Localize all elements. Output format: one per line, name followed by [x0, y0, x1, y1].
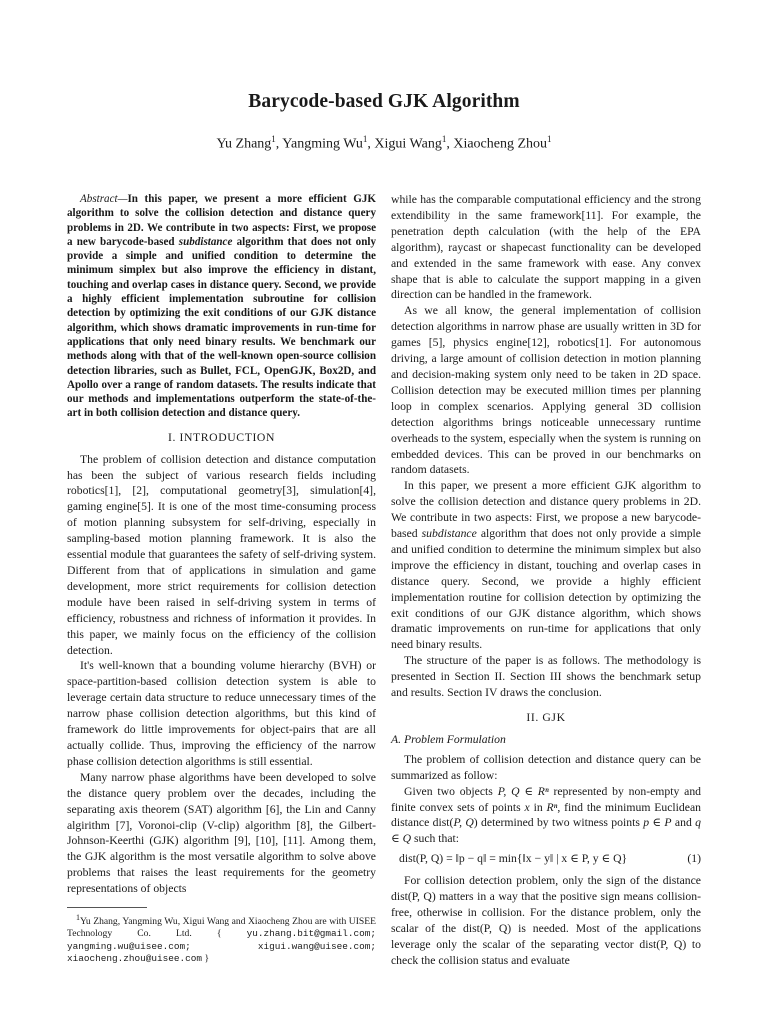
author-name: Yu Zhang [216, 136, 272, 152]
abstract: Abstract—In this paper, we present a more efficient GJK algorithm to solve the collision detection and distance query problems in 2D. We contribute in two aspects: First, we propose a new barycode-based subdistance algorithm that does not only provide a simple and unified condition to determine the minimum simplex but also improve the efficiency in distant, touching and overlap cases in distance query. Second, we provide a highly efficient implementation subroutine for collision detection by optimizing the exit conditions of our GJK distance algorithm, which shows dramatic improvements in run-time for applications that only need binary results. We benchmark our methods along with that of the well-known open-source collision detection libraries, such as Bullet, FCL, OpenGJK, Box2D, and Apollo over a range of random datasets. The results indicate that our methods and implementations outperform the state-of-the-art in both collision detection and distance query. [67, 193, 376, 420]
affiliation-mark: 1 [271, 134, 276, 144]
footnote-text: Yu Zhang, Yangming Wu, Xigui Wang and Xiaocheng Zhou are with UISEE Technology Co. Ltd. { [67, 916, 376, 940]
abstract-text: In this paper, we present a more efficient GJK algorithm to solve the collision detection and distance query problems in 2D. We contribute in two aspects: First, we propose a new barycode-based [67, 193, 376, 248]
affiliation-mark: 1 [362, 134, 368, 144]
paragraph: It's well-known that a bounding volume hierarchy (BVH) or space-partition-based collision detection system is able to leverage certain data structure to reduce unnecessary times of the narrow phase collision detection algorithms, but this kind of framework do little improvements for object-pairs that are all actually collide. Thus, improving the efficiency of the narrow phase collision detection algorithms is still essential. [67, 659, 376, 768]
paragraph-text-rest: algorithm that does not only provide a simple and unified condition to determine the minimum simplex but also improve the efficiency in distant, touching and overlap cases in distance query. Second, we provide a highly efficient implementation routine for collision detection by optimizing the exit conditions of our GJK distance algorithm, which shows dramatic improvements on run-time for applications that only need binary results. [391, 527, 701, 652]
author-name: Xigui Wang [374, 136, 442, 152]
email-link[interactable]: yu.zhang.bit@gmail.com; [246, 928, 376, 940]
paragraph: The problem of collision detection and distance computation has been the subject of various research fields including robotics[1], [2], computational geometry[3], simulation[4], gaming engine[5]. It is one of the most time-consuming process of motion planning subsystem for self-driving, especially in sampling-based motion planning framework. It is also the essential module that guarantees the safety of self-driving system. Different from that of applications in simulation and game development, more strict requirements for collision detection module have been raised in self-driving system in terms of efficiency, robustness and richness of information it provides. In this paper, we mainly focus on the efficiency of the collision detection. [67, 452, 376, 657]
math: x [524, 800, 530, 814]
subsection-heading: A. Problem Formulation [391, 732, 506, 746]
footnote [67, 912, 376, 965]
text: in [529, 800, 547, 814]
email-link[interactable]: xiaocheng.zhou@uisee.com [67, 952, 203, 964]
paragraph: For collision detection problem, only the sign of the distance dist(P, Q) matters in a way that the positive sign means collision-free, otherwise in collision. For the distance problem, only the scalar of the dist(P, Q) is needed. Most of the applications leverage only the scalar of the separating vector dist(P, Q) to check the collision status and evaluate [391, 874, 701, 967]
paragraph-text: In this paper, we present a more efficient GJK algorithm to solve the collision detection and distance query problems in 2D. We contribute in two aspects: First, we propose a new barycode-based [391, 479, 701, 541]
text: represented by non-empty and finite convex sets of points [391, 784, 702, 814]
text: Given two objects [404, 784, 498, 798]
footnote-mark: 1 [76, 913, 80, 923]
text: and [671, 816, 696, 830]
text: such that: [411, 832, 460, 846]
math: P, Q [453, 816, 474, 830]
affiliation-mark: 1 [547, 134, 552, 144]
abstract-text-rest: algorithm that does not only provide a simple and unified condition to determine the minimum simplex but also improve the efficiency in distant, touching and overlap cases in distance query. Second, we provide a highly efficient implementation subroutine for collision detection by optimizing the exit conditions of our GJK distance algorithm, which shows dramatic improvements in run-time for applications that only need binary results. We benchmark our methods along with that of the well-known open-source collision detection libraries, such as Bullet, FCL, OpenGJK, Box2D, and Apollo over a range of random datasets. The results indicate that our methods and implementations outperform the state-of-the-art in both collision detection and distance query. [67, 235, 376, 420]
paragraph [391, 478, 701, 653]
email-link[interactable]: xigui.wang@uisee.com; [257, 940, 376, 952]
author-list: Yu Zhang$^1$, Yangming Wu$^1$, Xigui Wang$^1$, Xiaocheng Zhou$^1$ [216, 134, 552, 152]
equation-body: dist(P, Q) = ‖p − q‖ = min{‖x − y‖ | x ∈ P, y ∈ Q} [399, 852, 628, 866]
abstract-italic: subdistance [178, 235, 233, 248]
author-name: Xiaocheng Zhou [453, 136, 548, 152]
italic-term: subdistance [421, 527, 477, 541]
paragraph [391, 784, 701, 848]
paragraph: Many narrow phase algorithms have been developed to solve the distance query problem over the decades, including the separating axis theorem (SAT) algorithm [6], the Lin and Canny algirithm [7], Voronoi-clip (V-clip) algorithm [8], the Gilbert-Johnson-Keerthi (GJK) algorithm [9], [10], [11]. Among them, the GJK algorithm is the most versatile algorithm to solve above problems that raises the least requirements for the geometry representations of objects [67, 770, 376, 896]
text: , find the minimum Euclidean distance dist( [391, 800, 701, 830]
footnote-close: } [204, 952, 210, 964]
paragraph: The problem of collision detection and distance query can be summarized as follow: [391, 752, 701, 782]
math: P, Q ∈ Rⁿ [497, 784, 549, 798]
affiliation-mark: 1 [441, 134, 447, 144]
right-column [391, 192, 701, 969]
email-link[interactable]: yangming.wu@uisee.com; [67, 940, 191, 952]
paragraph: As we all know, the general implementation of collision detection algorithms in narrow phase are usually written in 3D for games [5], physics engine[12], robotics[1]. For autonomous driving, a large amount of collision detection in motion planning and decision-making system only need to be taken in 2D space. Collision detection may be executed million times per planning loop in complex scenarios. Applying general 3D collision detection algorithms brings noticeable unnecessary runtime overheads to the system, especially when the system is running on embedded devices. This can be proved in our benchmarks on random datasets. [391, 304, 701, 477]
math: q ∈ Q [391, 816, 702, 846]
paragraph: The structure of the paper is as follows. The methodology is presented in Section II. Section III shows the benchmark setup and results. Section IV draws the conclusion. [391, 654, 701, 700]
paper-title: Barycode-based GJK Algorithm [248, 91, 520, 112]
left-column [67, 192, 376, 965]
author-name: Yangming Wu [282, 136, 363, 152]
paragraph: while has the comparable computational efficiency and the strong extendibility in the same framework[11]. For example, the penetration depth calculation (with the help of the EPA algorithm), raycast or shapecast functionality can be developed and extended in the same framework with ease. Any convex shape that is able to calculate the support mapping in a given direction can be handled in the framework. [391, 193, 701, 302]
math: p ∈ P [643, 816, 672, 830]
section-heading-gjk: II. GJK [526, 711, 566, 724]
abstract-label: Abstract [80, 193, 118, 205]
section-heading-introduction: I. INTRODUCTION [167, 430, 276, 444]
equation-number: (1) [687, 852, 701, 866]
math: Rⁿ [546, 800, 558, 814]
equation [391, 851, 701, 867]
text: ) determined by two witness points [473, 816, 644, 830]
footnote-divider [67, 907, 147, 908]
